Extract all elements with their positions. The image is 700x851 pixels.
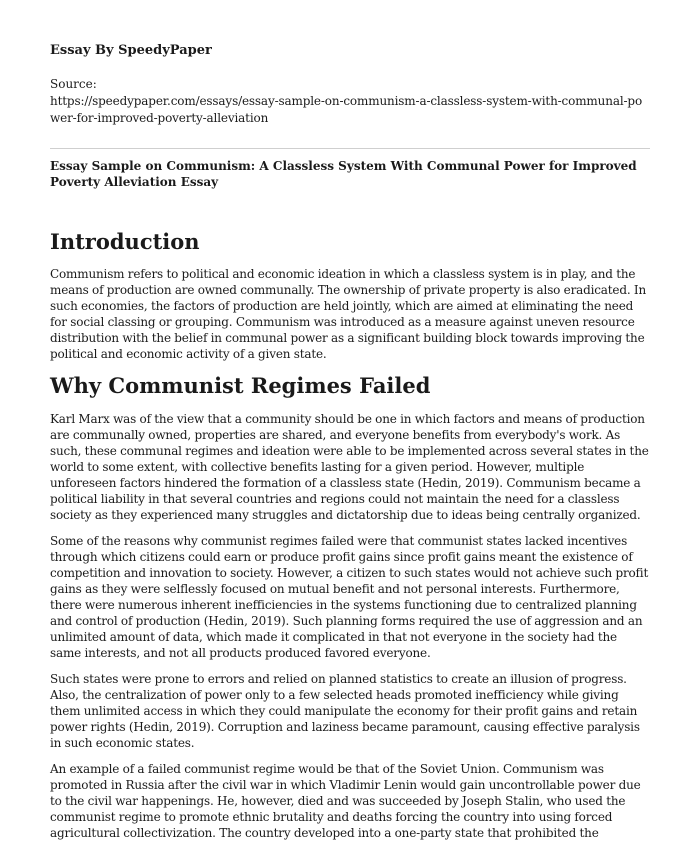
section-heading-why-communist-regimes-failed: Why Communist Regimes Failed xyxy=(50,373,431,398)
header-divider xyxy=(50,148,650,149)
paragraph: Such states were prone to errors and relied on planned statistics to create an illusion of progress. Also, the centralization of power only to a few selected heads promoted inefficiency while giving them unlimited access in which they could manipulate the economy for their profit gains and retain power rights (Hedin, 2019). Corruption and laziness became paramount, causing effective paralysis in such economic states. xyxy=(50,672,640,750)
paragraph: Communism refers to political and economic ideation in which a classless system is in play, and the means of production are owned communally. The ownership of private property is also eradicated. In such economies, the factors of production are held jointly, which are aimed at eliminating the need for social classing or grouping. Communism was introduced as a measure against uneven resource distribution with the belief in communal power as a significant building block towards improving the political and economic activity of a given state. xyxy=(50,267,647,361)
document-header xyxy=(50,0,650,127)
source-url[interactable]: https://speedypaper.com/essays/essay-sample-on-communism-a-classless-system-with-communal-power-for-improved-poverty-alleviation xyxy=(50,94,643,125)
source-label: Source: xyxy=(50,77,97,91)
paragraph: Some of the reasons why communist regimes failed were that communist states lacked incentives through which citizens could earn or produce profit gains since profit gains meant the existence of competition and innovation to society. However, a citizen to such states would not achieve such profit gains as they were selflessly focused on mutual benefit and not personal interests. Furthermore, there were numerous inherent inefficiencies in the systems functioning due to centralized planning and control of production (Hedin, 2019). Such planning forms required the use of aggression and an unlimited amount of data, which made it complicated in that not everyone in the society had the same interests, and not all products produced favored everyone. xyxy=(50,534,649,660)
section-heading-introduction: Introduction xyxy=(50,229,200,254)
essay-page xyxy=(50,0,650,851)
paragraph: An example of a failed communist regime would be that of the Soviet Union. Communism was promoted in Russia after the civil war in which Vladimir Lenin would gain uncontrollable power due to the civil war happenings. He, however, died and was succeeded by Joseph Stalin, who used the communist regime to promote ethnic brutality and deaths forcing the country into using forced agricultural collectivization. The country developed into a one-party state that prohibited the xyxy=(50,762,641,840)
essay-title: Essay Sample on Communism: A Classless System With Communal Power for Improved Poverty Alleviation Essay xyxy=(50,159,637,189)
paragraph: Karl Marx was of the view that a community should be one in which factors and means of production are communally owned, properties are shared, and everyone benefits from everybody's work. As such, these communal regimes and ideation were able to be implemented across several states in the world to some extent, with collective benefits lasting for a given period. However, multiple unforeseen factors hindered the formation of a classless state (Hedin, 2019). Communism became a political liability in that several countries and regions could not maintain the need for a classless society as they experienced many struggles and dictatorship due to ideas being centrally organized. xyxy=(50,412,649,522)
brand-line: Essay By SpeedyPaper xyxy=(50,43,212,58)
